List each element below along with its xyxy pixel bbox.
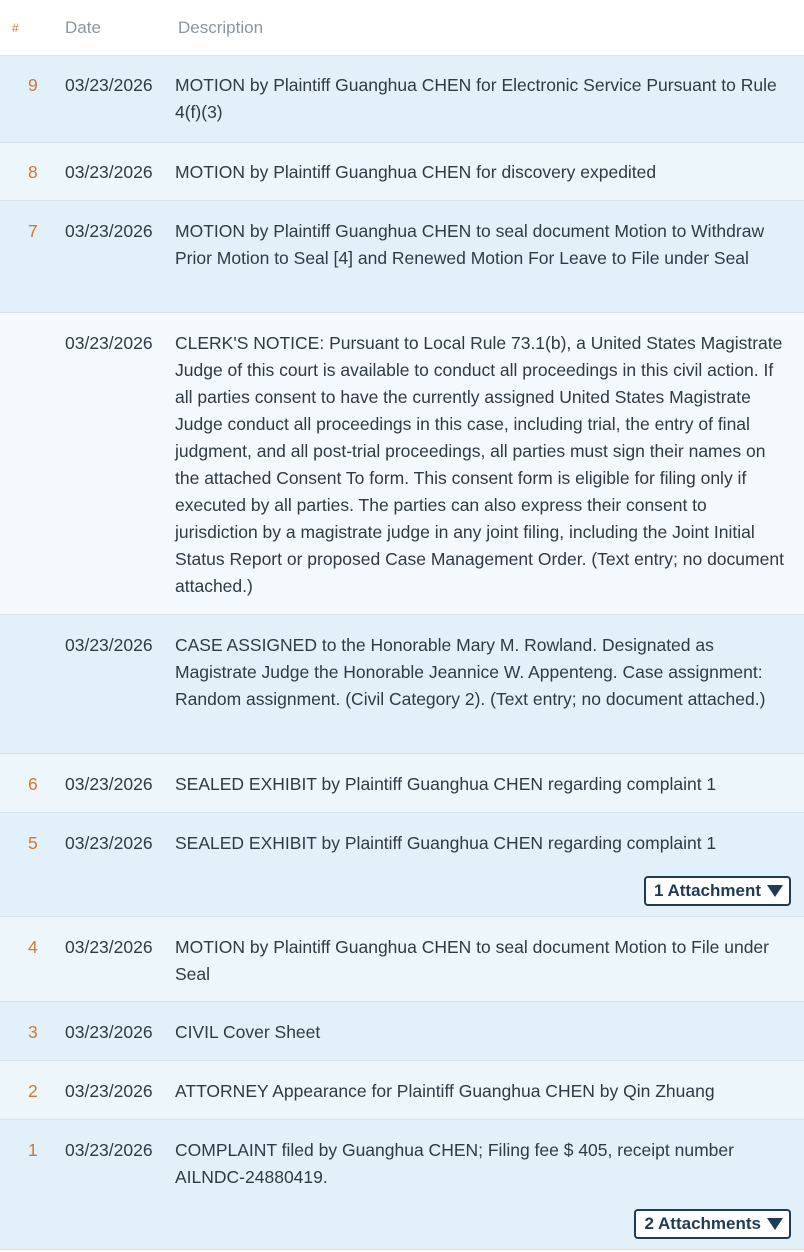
table-row [0, 1061, 804, 1120]
attachments-label: 1 Attachment [653, 881, 761, 900]
triangle-down-icon [767, 1218, 783, 1230]
header-date: Date [65, 17, 101, 37]
entry-description: COMPLAINT filed by Guanghua CHEN; Filing fee $ 405, receipt number AILNDC-24880419. [175, 1140, 734, 1187]
entry-description: CIVIL Cover Sheet [175, 1022, 321, 1042]
entry-number: 5 [28, 833, 38, 853]
entry-number: 8 [28, 162, 38, 182]
table-row [0, 313, 804, 615]
entry-date: 03/23/2026 [65, 833, 153, 853]
header-description: Description [178, 17, 264, 37]
entry-number: 3 [28, 1022, 38, 1042]
entry-description: CLERK'S NOTICE: Pursuant to Local Rule 73.1(b), a United States Magistrate Judge of this court is available to conduct all proceedings in this civil action. If all parties consent to have the currently assigned United States Magistrate Judge conduct all proceedings in this case, including trial, the entry of final judgment, and all post-trial proceedings, all parties must sign their names on the attached Consent To form. This consent form is eligible for filing only if executed by all parties. The parties can also express their consent to jurisdiction by a magistrate judge in any joint filing, including the Joint Initial Status Report or proposed Case Management Order. (Text entry; no document attached.) [175, 333, 784, 596]
table-row [0, 1120, 804, 1250]
entry-description: MOTION by Plaintiff Guanghua CHEN for discovery expedited [175, 162, 657, 182]
table-row [0, 615, 804, 754]
entry-description: MOTION by Plaintiff Guanghua CHEN to seal document Motion to Withdraw Prior Motion to Seal [4] and Renewed Motion For Leave to File under Seal [175, 221, 765, 268]
entry-description: ATTORNEY Appearance for Plaintiff Guanghua CHEN by Qin Zhuang [175, 1081, 715, 1101]
entry-number: 6 [28, 774, 38, 794]
entry-date: 03/23/2026 [65, 1140, 153, 1160]
attachments-button[interactable] [634, 1209, 791, 1239]
entry-number [0, 330, 50, 614]
entry-number: 1 [28, 1140, 38, 1160]
entry-date: 03/23/2026 [65, 635, 153, 655]
entry-number: 2 [28, 1081, 38, 1101]
entry-number [0, 632, 50, 753]
entry-description: CASE ASSIGNED to the Honorable Mary M. Rowland. Designated as Magistrate Judge the Honorable Jeannice W. Appenteng. Case assignment: Random assignment. (Civil Category 2). (Text entry; no document attached.) [175, 635, 766, 709]
table-row [0, 1002, 804, 1061]
entry-description: MOTION by Plaintiff Guanghua CHEN for Electronic Service Pursuant to Rule 4(f)(3) [175, 75, 777, 122]
entry-number: 9 [28, 75, 38, 95]
entry-date: 03/23/2026 [65, 75, 153, 95]
header-num: # [12, 20, 19, 35]
table-header [0, 0, 804, 56]
entry-description: SEALED EXHIBIT by Plaintiff Guanghua CHEN regarding complaint 1 [175, 774, 717, 794]
table-row [0, 917, 804, 1002]
entry-date: 03/23/2026 [65, 774, 153, 794]
entry-date: 03/23/2026 [65, 937, 153, 957]
entry-date: 03/23/2026 [65, 221, 153, 241]
entry-date: 03/23/2026 [65, 333, 153, 353]
entry-description: SEALED EXHIBIT by Plaintiff Guanghua CHEN regarding complaint 1 [175, 833, 717, 853]
table-row [0, 143, 804, 201]
triangle-down-icon [767, 885, 783, 897]
entry-number: 4 [28, 937, 38, 957]
entry-date: 03/23/2026 [65, 1081, 153, 1101]
entry-date: 03/23/2026 [65, 162, 153, 182]
attachments-label: 2 Attachments [644, 1214, 761, 1233]
table-row [0, 56, 804, 143]
entry-description: MOTION by Plaintiff Guanghua CHEN to seal document Motion to File under Seal [175, 937, 769, 984]
table-row [0, 813, 804, 917]
entry-number: 7 [28, 221, 38, 241]
entry-date: 03/23/2026 [65, 1022, 153, 1042]
table-row [0, 754, 804, 813]
table-row [0, 201, 804, 313]
attachments-button[interactable] [644, 876, 791, 906]
